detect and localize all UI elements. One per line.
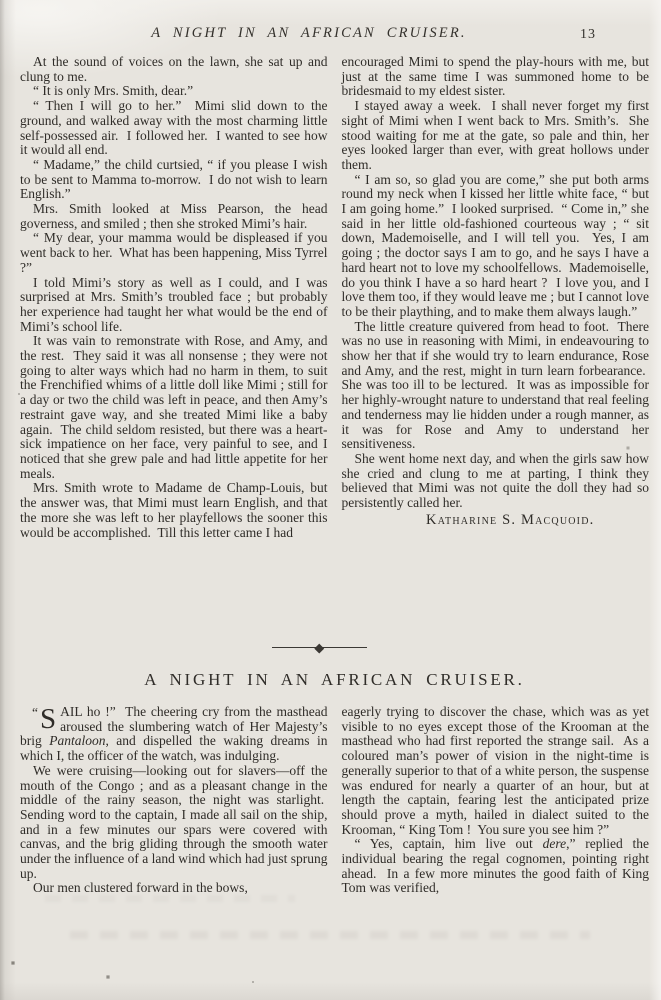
paragraph: encouraged Mimi to spend the play-hours with me, but just at the same time I was summoned home to be bridesmaid to my eldest sister. bbox=[341, 54, 649, 99]
diamond-ornament-icon bbox=[315, 643, 324, 652]
paragraph: Mrs. Smith wrote to Madame de Champ-Louis, but the answer was, that Mimi must learn English, and that the more she was left to her playfellows the sooner this would be accomplished. Till this letter came I had bbox=[20, 480, 328, 540]
paragraph: Our men clustered forward in the bows, bbox=[33, 880, 248, 896]
paragraph: “ Madame,” the child curtsied, “ if you please I wish to be sent to Mamma to-morrow. I do not wish to learn English.” bbox=[20, 156, 328, 202]
section-divider bbox=[272, 644, 367, 652]
paragraph: I stayed away a week. I shall never forget my first sight of Mimi when I went back to Mrs. Smith’s. She stood waiting for me at the gate, so pale and thin, her eyes looked larger than ever, with great hollows under them. bbox=[341, 98, 649, 172]
author-signature: Katharine S. Macquoid. bbox=[426, 511, 595, 528]
paragraph: “ Then I will go to her.” Mimi slid down to the ground, and walked away with the most charming little self-possessed air. I followed her. I wanted to see how it would all end. bbox=[20, 98, 328, 158]
story1-text-block bbox=[20, 55, 649, 540]
paragraph: I told Mimi’s story as well as I could, and I was surprised at Mrs. Smith’s troubled face ; but probably her experience had taught her what would be the end of Mimi’s school life. bbox=[20, 274, 328, 334]
story1-right-column bbox=[342, 55, 650, 540]
story1-right-paragraphs bbox=[342, 55, 650, 511]
paragraph: eagerly trying to discover the chase, which was as yet visible to no eyes except those of the Krooman at the masthead who had first reported the strange sail. As a coloured man’s power of vision in the night-time is generally superior to that of a white person, the suspense was endured for nearly a quarter of an hour, but at length the captain, fearing lest the anticipated prize should prove a myth, hailed in dialect suited to the Krooman, “ King Tom ! You sure you see him ?” bbox=[341, 704, 649, 837]
paragraph: She went home next day, and when the girls saw how she cried and clung to me at parting, I think they believed that Mimi was not quite the doll they had so persistently called her. bbox=[341, 450, 649, 511]
paragraph: The little creature quivered from head to foot. There was no use in reasoning with Mimi, in endeavouring to show her that if she would try to learn endurance, Rose and Amy, and the rest, might in turn learn forbearance. She was too ill to be lectured. It was as impossible for her highly-wrought nature to understand that real feeling and tenderness may lie hidden under a rough manner, as it was for Rose and Amy to understand her sensitiveness. bbox=[341, 318, 649, 452]
paper-specks bbox=[0, 0, 2, 2]
paragraph: “ S AIL ho !” The cheering cry from the masthead aroused the slumbering watch of Her Majesty’s brig Pantaloon, and dispelled the waking dreams in which I, the officer of the watch, was indulging. bbox=[20, 703, 328, 764]
paragraph: At the sound of voices on the lawn, she sat up and clung to me. bbox=[20, 54, 328, 84]
paragraph: “ My dear, your mamma would be displeased if you went back to her. What has been happening, Miss Tyrrel ?” bbox=[20, 230, 328, 275]
running-header bbox=[20, 25, 648, 45]
story2-right-column bbox=[342, 705, 650, 896]
chapter-title: A NIGHT IN AN AFRICAN CRUISER. bbox=[144, 670, 525, 689]
paragraph: It was vain to remonstrate with Rose, and Amy, and the rest. They said it was all nonsense ; they were not going to alter ways which had no harm in them, to suit the Frenchified whims of a little doll like Mimi ; still for a day or two the child was left in peace, and then Amy’s restraint gave way, and she treated Mimi like a baby again. The child seldom resisted, but there was a heart-sick impatience on her face, very painful to see, and I noticed that she grew pale and had little appetite for her meals. bbox=[20, 333, 328, 481]
paragraph: “ Yes, captain, him live out dere,” replied the individual bearing the regal cognomen, pointing right ahead. In a few more minutes the good faith of King Tom was verified, bbox=[341, 836, 650, 896]
page-showthrough bbox=[45, 895, 295, 902]
drop-cap: “ S bbox=[32, 703, 57, 735]
story2-text-block bbox=[20, 705, 649, 896]
page-showthrough bbox=[70, 931, 590, 939]
page-number: 13 bbox=[580, 27, 596, 42]
paragraph: “ I am so, so glad you are come,” she put both arms round my neck when I kissed her little white face, “ but I am going home.” I looked surprised. “ Come in,” she said in her little old-fashioned courteous way ; “ sit down, Mademoiselle, and I will tell you. Yes, I am going ; the doctor says I am to go, and he says I have a hard heart not to love my schoolfellows. Mademoiselle, do you think I have a so hard heart ? I love you, and I love them too, if they would leave me ; but I cannot love to be their plaything, and to make them always laugh.” bbox=[341, 171, 649, 319]
story1-left-column bbox=[20, 55, 328, 540]
paragraph: We were cruising—looking out for slavers—off the mouth of the Congo ; and as a pleasant change in the middle of the rainy season, the night was starlight. Sending word to the captain, I made all sail on the ship, and in a few minutes our spars were covered with canvas, and the brig gliding through the smooth water under the influence of a land wind which had just sprung up. bbox=[20, 762, 328, 881]
running-title: A NIGHT IN AN AFRICAN CRUISER. bbox=[151, 25, 467, 41]
story2-left-column bbox=[20, 705, 328, 896]
paragraph: Mrs. Smith looked at Miss Pearson, the head governess, and smiled ; then she stroked Mimi’s hair. bbox=[20, 201, 328, 231]
paragraph: “ It is only Mrs. Smith, dear.” bbox=[33, 83, 194, 99]
